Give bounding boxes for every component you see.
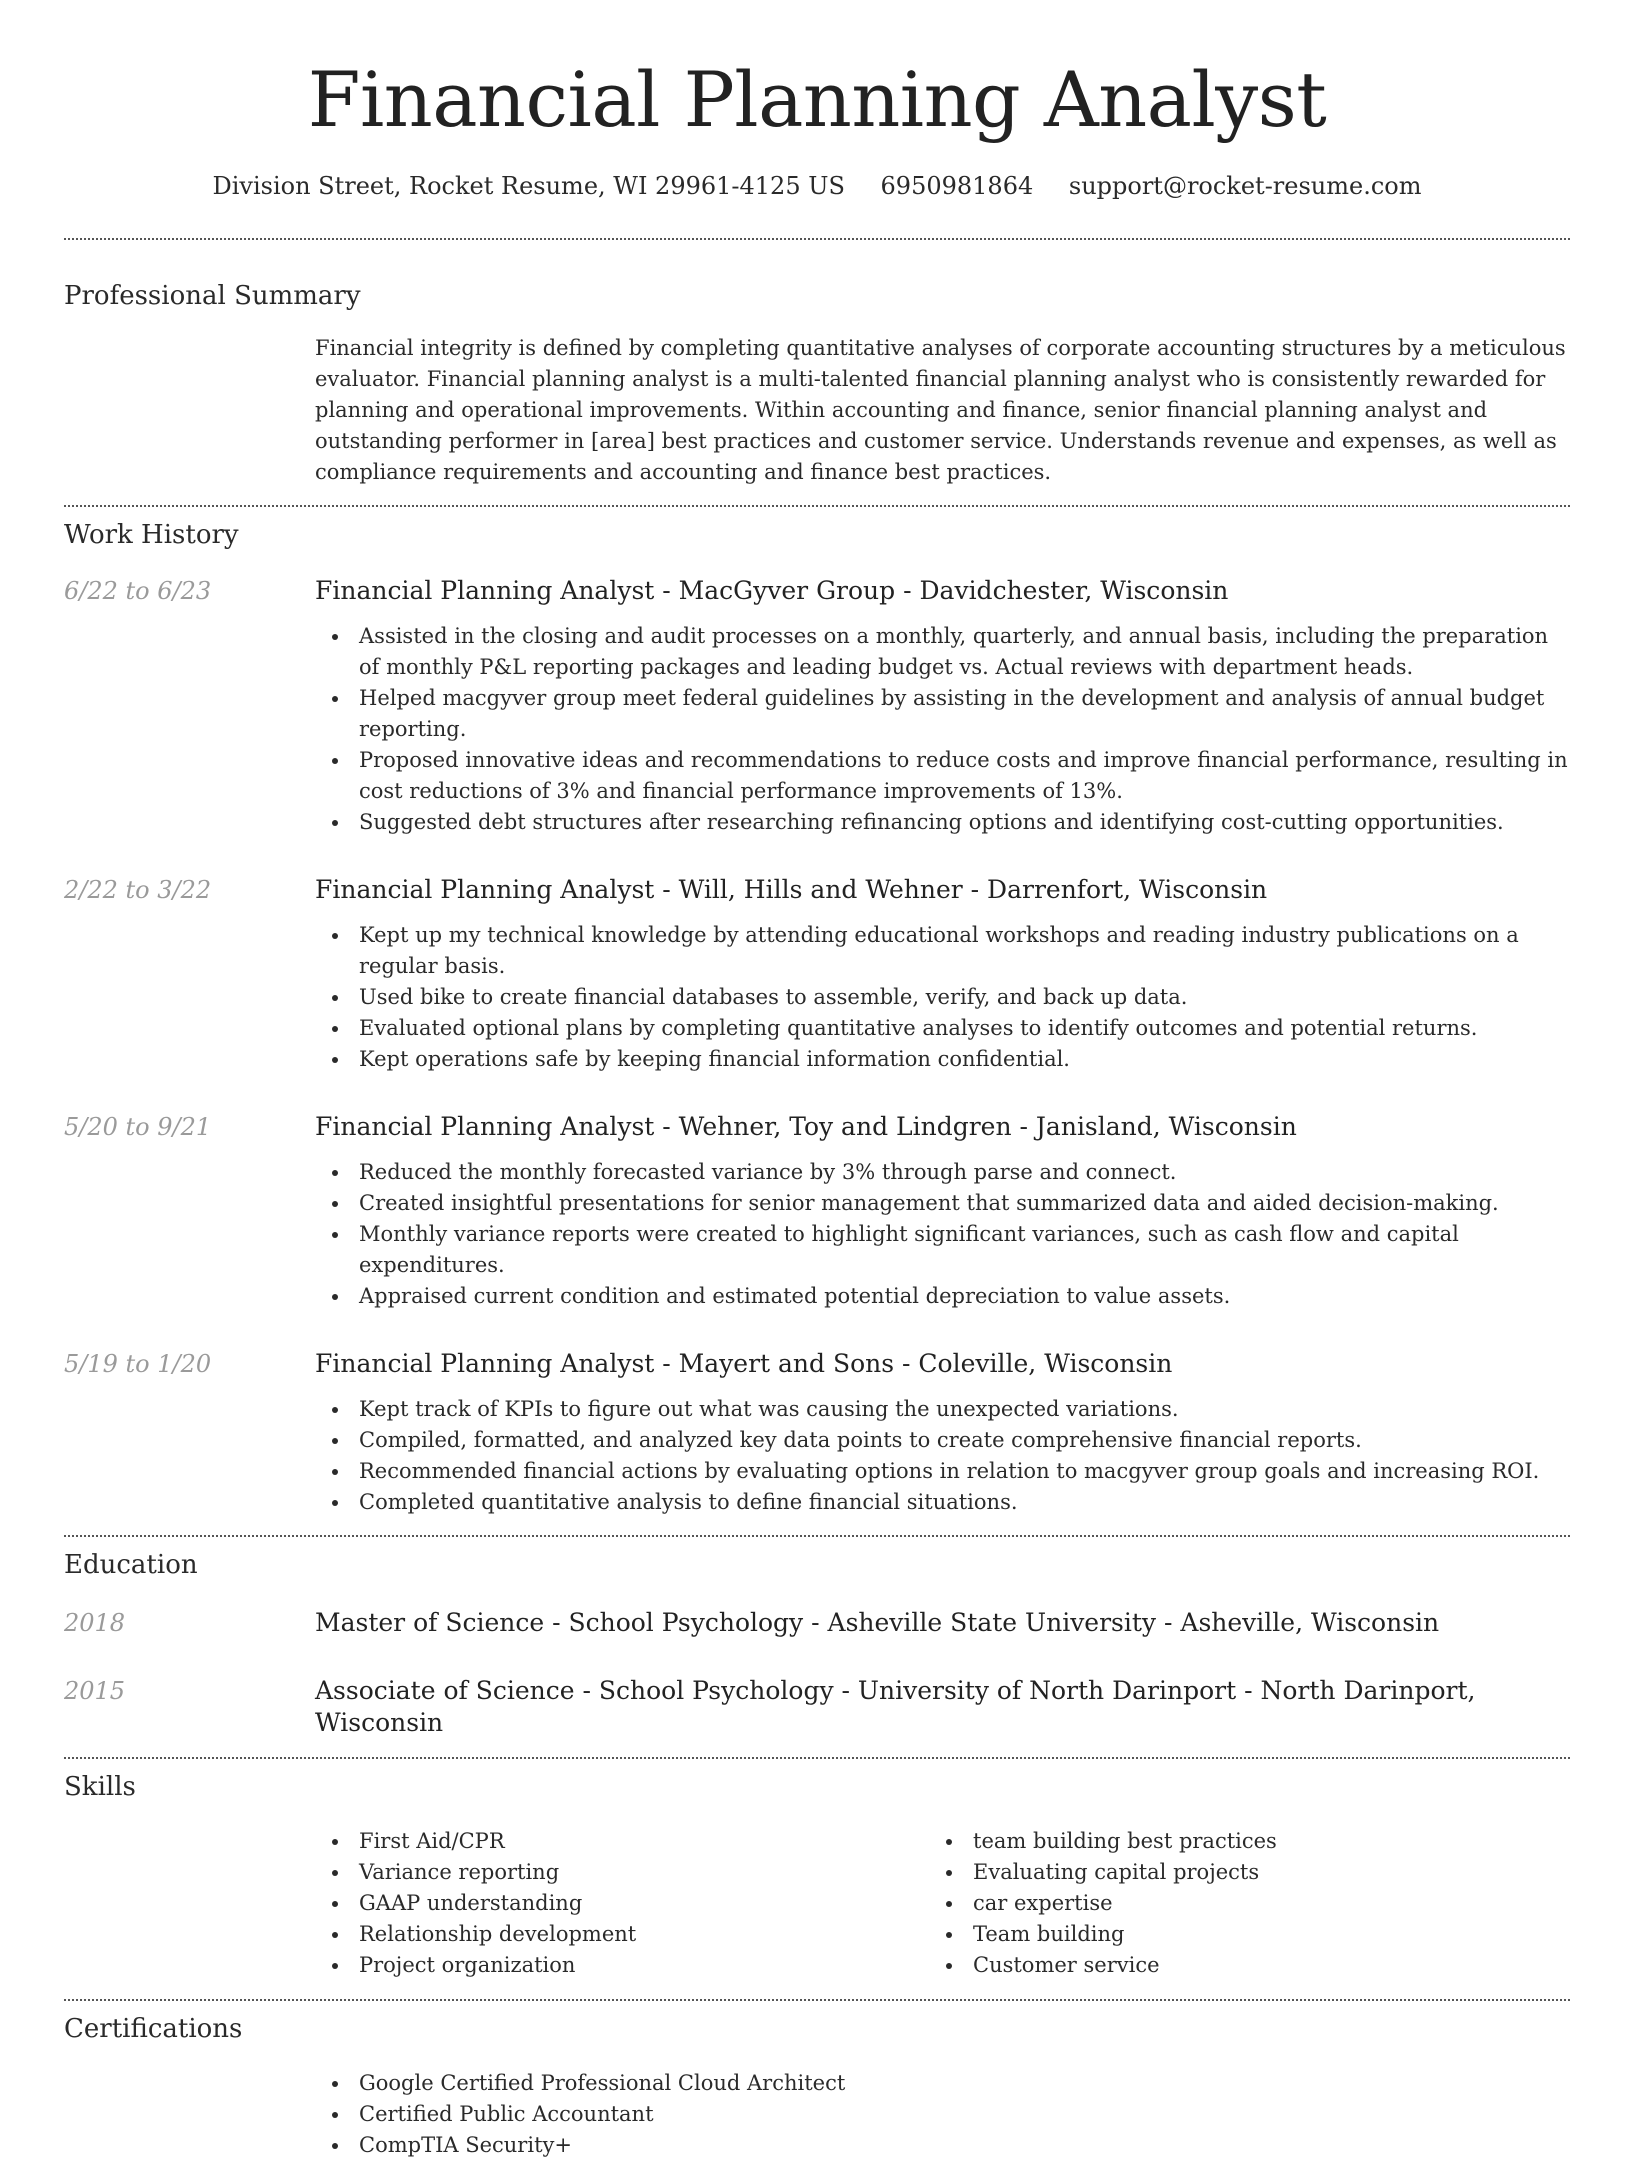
job-entry [64,1111,1570,1312]
certification-item: Certified Public Accountant [359,2099,1570,2130]
job-bullet: Reduced the monthly forecasted variance by 3% through parse and connect. [359,1157,1570,1188]
education-section [64,1548,1570,1739]
job-bullets [315,920,1570,1075]
contact-address: Division Street, Rocket Resume, WI 29961-4125 US [212,172,845,200]
certification-item: Google Certified Professional Cloud Architect [359,2068,1570,2099]
education-degree: Associate of Science - School Psychology - University of North Darinport - North Darinport, Wisconsin [315,1676,1476,1737]
job-bullet: Appraised current condition and estimated potential depreciation to value assets. [359,1281,1570,1312]
job-bullet: Recommended financial actions by evaluating options in relation to macgyver group goals and increasing ROI. [359,1456,1570,1487]
skill-item: Relationship development [359,1919,929,1950]
summary-section [64,279,1570,488]
job-dates: 5/19 to 1/20 [64,1350,212,1378]
certifications-list [315,2068,1570,2161]
skill-item: First Aid/CPR [359,1826,929,1857]
job-title: Financial Planning Analyst - Will, Hills and Wehner - Darrenfort, Wisconsin [315,875,1268,904]
job-bullet: Helped macgyver group meet federal guidelines by assisting in the development and analysis of annual budget reporting. [359,683,1570,745]
section-divider [64,505,1570,507]
skill-item: Evaluating capital projects [973,1857,1543,1888]
summary-title: Professional Summary [64,281,361,311]
skill-item: Team building [973,1919,1543,1950]
contact-line [64,170,1570,202]
skill-item: Variance reporting [359,1857,929,1888]
job-bullet: Kept up my technical knowledge by attending educational workshops and reading industry publications on a regular basis. [359,920,1570,982]
job-bullets [315,621,1570,838]
education-year: 2018 [64,1609,126,1637]
certification-item: CompTIA Security+ [359,2130,1570,2161]
education-entry [64,1607,1570,1639]
skill-item: car expertise [973,1888,1543,1919]
job-bullet: Kept track of KPIs to figure out what was causing the unexpected variations. [359,1394,1570,1425]
job-title: Financial Planning Analyst - Mayert and Sons - Coleville, Wisconsin [315,1349,1173,1378]
job-dates: 2/22 to 3/22 [64,876,212,904]
skills-list [315,1826,929,1981]
skills-section [64,1770,1570,1981]
certifications-title: Certifications [64,2014,243,2044]
job-bullet: Suggested debt structures after researching refinancing options and identifying cost-cutting opportunities. [359,807,1570,838]
job-title: Financial Planning Analyst - MacGyver Group - Davidchester, Wisconsin [315,576,1229,605]
work-history-title: Work History [64,520,239,550]
job-bullets [315,1157,1570,1312]
contact-email: support@rocket-resume.com [1068,172,1422,200]
section-divider [64,238,1570,240]
job-bullet: Compiled, formatted, and analyzed key data points to create comprehensive financial reports. [359,1425,1570,1456]
education-entry [64,1675,1570,1739]
job-bullet: Used bike to create financial databases to assemble, verify, and back up data. [359,982,1570,1013]
skills-list [929,1826,1543,1981]
section-divider [64,1535,1570,1537]
skills-title: Skills [64,1772,136,1802]
job-bullet: Completed quantitative analysis to define financial situations. [359,1487,1570,1518]
resume-header [64,0,1570,202]
job-bullet: Monthly variance reports were created to highlight significant variances, such as cash flow and capital expenditures. [359,1219,1570,1281]
job-bullet: Kept operations safe by keeping financial information confidential. [359,1044,1570,1075]
job-bullet: Proposed innovative ideas and recommendations to reduce costs and improve financial performance, resulting in cost reductions of 3% and financial performance improvements of 13%. [359,745,1570,807]
job-title: Financial Planning Analyst - Wehner, Toy and Lindgren - Janisland, Wisconsin [315,1112,1297,1141]
work-history-section [64,518,1570,1518]
section-divider [64,1757,1570,1759]
skills-column-1 [315,1826,929,1981]
certifications-section [64,2012,1570,2161]
candidate-name: Financial Planning Analyst [307,55,1327,144]
job-dates: 6/22 to 6/23 [64,577,212,605]
summary-text: Financial integrity is defined by completing quantitative analyses of corporate accounting structures by a meticulous evaluator. Financial planning analyst is a multi-talented financial planning analyst who is consistently rewarded for planning and operational improvements. Within accounting and finance, senior financial planning analyst and outstanding performer in [area] best practices and customer service. Understands revenue and expenses, as well as compliance requirements and accounting and finance best practices. [315,336,1566,484]
job-bullets [315,1394,1570,1518]
job-bullet: Assisted in the closing and audit processes on a monthly, quarterly, and annual basis, including the preparation of monthly P&L reporting packages and leading budget vs. Actual reviews with department heads. [359,621,1570,683]
job-bullet: Created insightful presentations for senior management that summarized data and aided decision-making. [359,1188,1570,1219]
job-entry [64,874,1570,1075]
job-entry [64,575,1570,838]
job-bullet: Evaluated optional plans by completing quantitative analyses to identify outcomes and potential returns. [359,1013,1570,1044]
skill-item: GAAP understanding [359,1888,929,1919]
skill-item: Project organization [359,1950,929,1981]
education-title: Education [64,1550,198,1580]
section-divider [64,1999,1570,2001]
skills-grid [315,1826,1570,1981]
resume-page [64,0,1570,2161]
contact-phone: 6950981864 [880,172,1034,200]
skill-item: Customer service [973,1950,1543,1981]
skills-column-2 [929,1826,1543,1981]
skill-item: team building best practices [973,1826,1543,1857]
job-entry [64,1348,1570,1518]
job-dates: 5/20 to 9/21 [64,1113,212,1141]
education-degree: Master of Science - School Psychology - Asheville State University - Asheville, Wisconsin [315,1608,1440,1637]
education-year: 2015 [64,1677,126,1705]
